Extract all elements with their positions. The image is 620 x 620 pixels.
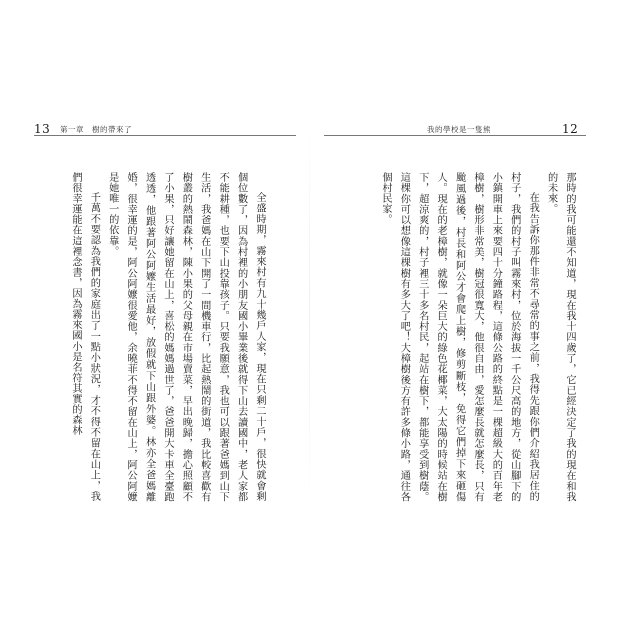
left-running-head: 第一章 樹的帶來了 bbox=[60, 125, 132, 134]
right-page bbox=[310, 0, 620, 620]
left-page-number: 13 bbox=[34, 122, 51, 136]
right-running-head: 我的學校是一隻熊 bbox=[427, 125, 491, 134]
left-body-text bbox=[55, 172, 268, 502]
left-header-rule bbox=[34, 135, 296, 136]
right-body-text bbox=[355, 172, 578, 502]
left-paragraph-1: 全盛時期，霧來村有九十幾戶人家，現在只剩二十戶，很快就會剩個位數了，因為村裡的小朋友國小畢業後就得下山去讀國中，老人家都不能耕種，也要下山投靠孩子。只要我願意，我也可以跟著爸媽到山下生活，我爸媽在山下開了一間機車行，比起熱鬧的街道，我比較喜歡有樹叢的熱鬧森林，陳小果的父母親在市場賣菜，早出晚歸，擔心照顧不了小果，只好讓她留在山上，喜松的媽媽過世了，爸爸開大卡車全臺跑透透，他跟著阿公阿嬤生活最好，放假就下山跟外婆。林亦全爸媽離婚，很幸運的是，阿公阿嬤很愛他，余曉菲不得不留在山上，阿公阿嬤是她唯一的依靠。 bbox=[106, 172, 265, 502]
right-paragraph-2: 在我告訴你那件非常不尋常的事之前，我得先跟你們介紹我居住的村子，我們的村子叫霧來村，位於海拔一千公尺高的地方，從山腳下的小鎮開車上來要四十分鐘路程，這條公路的終點是一棵超級大的百年老樟樹，樹形非常美，樹冠很寬大，他很自由，愛怎麼長就怎麼長，只有颱風過後，村長和阿公才會爬上樹，修剪斷枝，免得它們掉下來砸傷人。現在的老樟樹，就像一朵巨大的綠色花椰菜，大太陽的時候站在樹下，超涼爽的，村子裡三十多名村民，起站在樹下，都能享受到樹蔭。這棵你可以想像這棵樹有多大了吧！大樟樹後方有許多條小路，通往各個村民家。 bbox=[379, 172, 539, 502]
left-paragraph-2: 千萬不要認為我們的家庭出了一點小狀況，才不得不留在山上，我們很幸運能在這裡念書，因為霧來國小是名符其實的森林 bbox=[69, 172, 100, 502]
right-page-number: 12 bbox=[562, 122, 579, 136]
right-paragraph-1: 那時的我可能還不知道，現在我十四歲了，它已經決定了我的現在和我的未來。 bbox=[545, 172, 575, 502]
right-header-rule bbox=[324, 135, 586, 136]
